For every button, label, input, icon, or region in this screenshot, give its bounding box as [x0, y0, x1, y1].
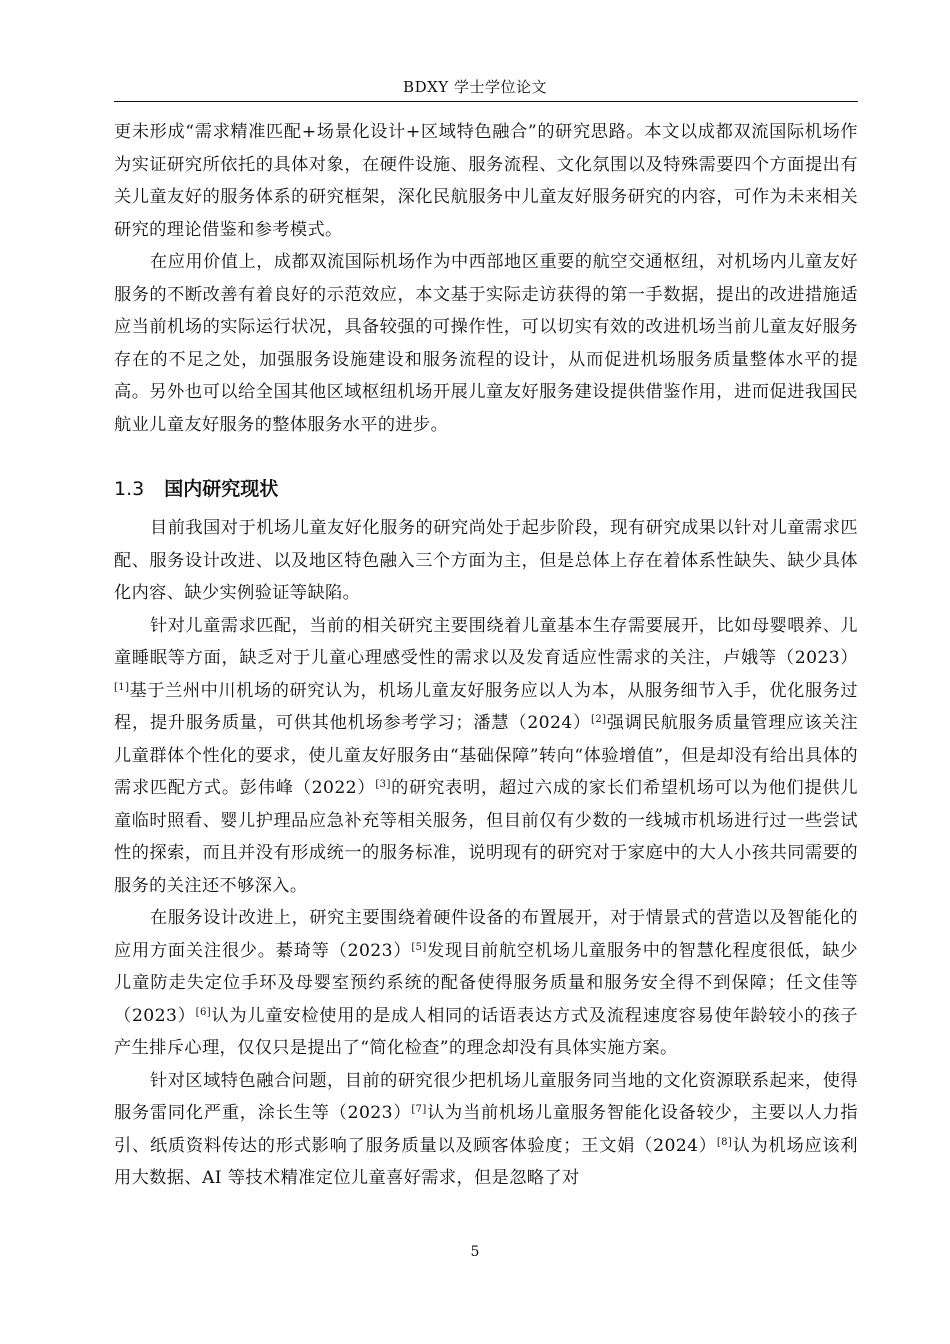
- page-number: 5: [470, 1244, 480, 1260]
- page-body: [114, 116, 858, 1195]
- citation-marker: [7]: [411, 1104, 427, 1115]
- text-segment: 的研究表明，超过六成的家长们希望机场可以为他们提供儿童临时照看、婴儿护理品应急补充等相关服务，但目前仅有少数的一线城市机场进行过一些尝试性的探索，而且并没有形成统一的服务标准，说明现有的研究对于家庭中的大人小孩共同需要的服务的关注还不够深入。: [114, 778, 858, 896]
- citation-marker: [2]: [591, 714, 607, 725]
- citation-marker: [6]: [195, 1006, 212, 1018]
- paragraph-needs-matching: [114, 610, 858, 903]
- text-segment: 在服务设计改进上，研究主要围绕着硬件设备的布置展开，对于情景式的营造以及智能化的应用方面关注很少。綦琦等（2023）: [114, 908, 858, 961]
- text-segment: 针对儿童需求匹配，当前的相关研究主要围绕着儿童基本生存需要展开，比如母婴喂养、儿童睡眠等方面，缺乏对于儿童心理感受性的需求以及发育适应性需求的关注，卢娥等（2023）: [114, 615, 858, 668]
- text-segment: 认为当前机场儿童服务智能化设备较少，主要以人力指引、纸质资料传达的形式影响了服务质量以及顾客体验度；王文娟（2024）: [114, 1103, 858, 1156]
- text-segment: 基于兰州中川机场的研究认为，机场儿童友好服务应以人为本，从服务细节入手，优化服务过程，提升服务质量，可供其他机场参考学习；潘慧（2024）: [114, 680, 858, 733]
- section-heading: [114, 472, 858, 506]
- citation-marker: [5]: [411, 941, 427, 953]
- running-header: BDXY 学士学位论文: [403, 78, 547, 96]
- citation-marker: [8]: [716, 1136, 733, 1148]
- section-number: 1.3: [114, 478, 145, 500]
- citation-marker: [3]: [375, 779, 391, 790]
- paragraph-regional-features: [114, 1065, 858, 1195]
- paragraph-service-design: [114, 902, 858, 1065]
- text-segment: 针对区域特色融合问题，目前的研究很少把机场儿童服务同当地的文化资源联系起来，使得服务雷同化严重，涂长生等（2023）: [114, 1070, 858, 1123]
- header-divider: [114, 101, 858, 102]
- paragraph-application-value: 在应用价值上，成都双流国际机场作为中西部地区重要的航空交通枢纽，对机场内儿童友好服务的不断改善有着良好的示范效应，本文基于实际走访获得的第一手数据，提出的改进措施适应当前机场的实际运行状况，具备较强的可操作性，可以切实有效的改进机场当前儿童友好服务存在的不足之处，加强服务设施建设和服务流程的设计，从而促进机场服务质量整体水平的提高。另外也可以给全国其他区域枢纽机场开展儿童友好服务建设提供借鉴作用，进而促进我国民航业儿童友好服务的整体服务水平的进步。: [114, 252, 858, 435]
- section-title: 国内研究现状: [164, 478, 279, 500]
- citation-marker: [1]: [114, 681, 130, 693]
- paragraph-overview: 目前我国对于机场儿童友好化服务的研究尚处于起步阶段，现有研究成果以针对儿童需求匹配、服务设计改进、以及地区特色融入三个方面为主，但是总体上存在着体系性缺失、缺少具体化内容、缺少实例验证等缺陷。: [114, 518, 858, 603]
- text-segment: 认为机场应该利用大数据、AI 等技术精准定位儿童喜好需求，但是忽略了对: [114, 1135, 858, 1188]
- text-segment: 发现目前航空机场儿童服务中的智慧化程度很低，缺少儿童防走失定位手环及母婴室预约系统的配备使得服务质量和服务安全得不到保障；任文佳等（2023）: [114, 940, 858, 1026]
- text-segment: 强调民航服务质量管理应该关注儿童群体个性化的要求，使儿童友好服务由“基础保障”转向“体验增值”，但是却没有给出具体的需求匹配方式。彭伟峰（2022）: [114, 713, 858, 798]
- paragraph-continued: 更未形成“需求精准匹配+场景化设计+区域特色融合”的研究思路。本文以成都双流国际机场作为实证研究所依托的具体对象，在硬件设施、服务流程、文化氛围以及特殊需要四个方面提出有关儿童友好的服务体系的研究框架，深化民航服务中儿童友好服务研究的内容，可作为未来相关研究的理论借鉴和参考模式。: [114, 122, 858, 240]
- text-segment: 认为儿童安检使用的是成人相同的话语表达方式及流程速度容易使年龄较小的孩子产生排斥心理，仅仅只是提出了“简化检查”的理念却没有具体实施方案。: [114, 1005, 858, 1058]
